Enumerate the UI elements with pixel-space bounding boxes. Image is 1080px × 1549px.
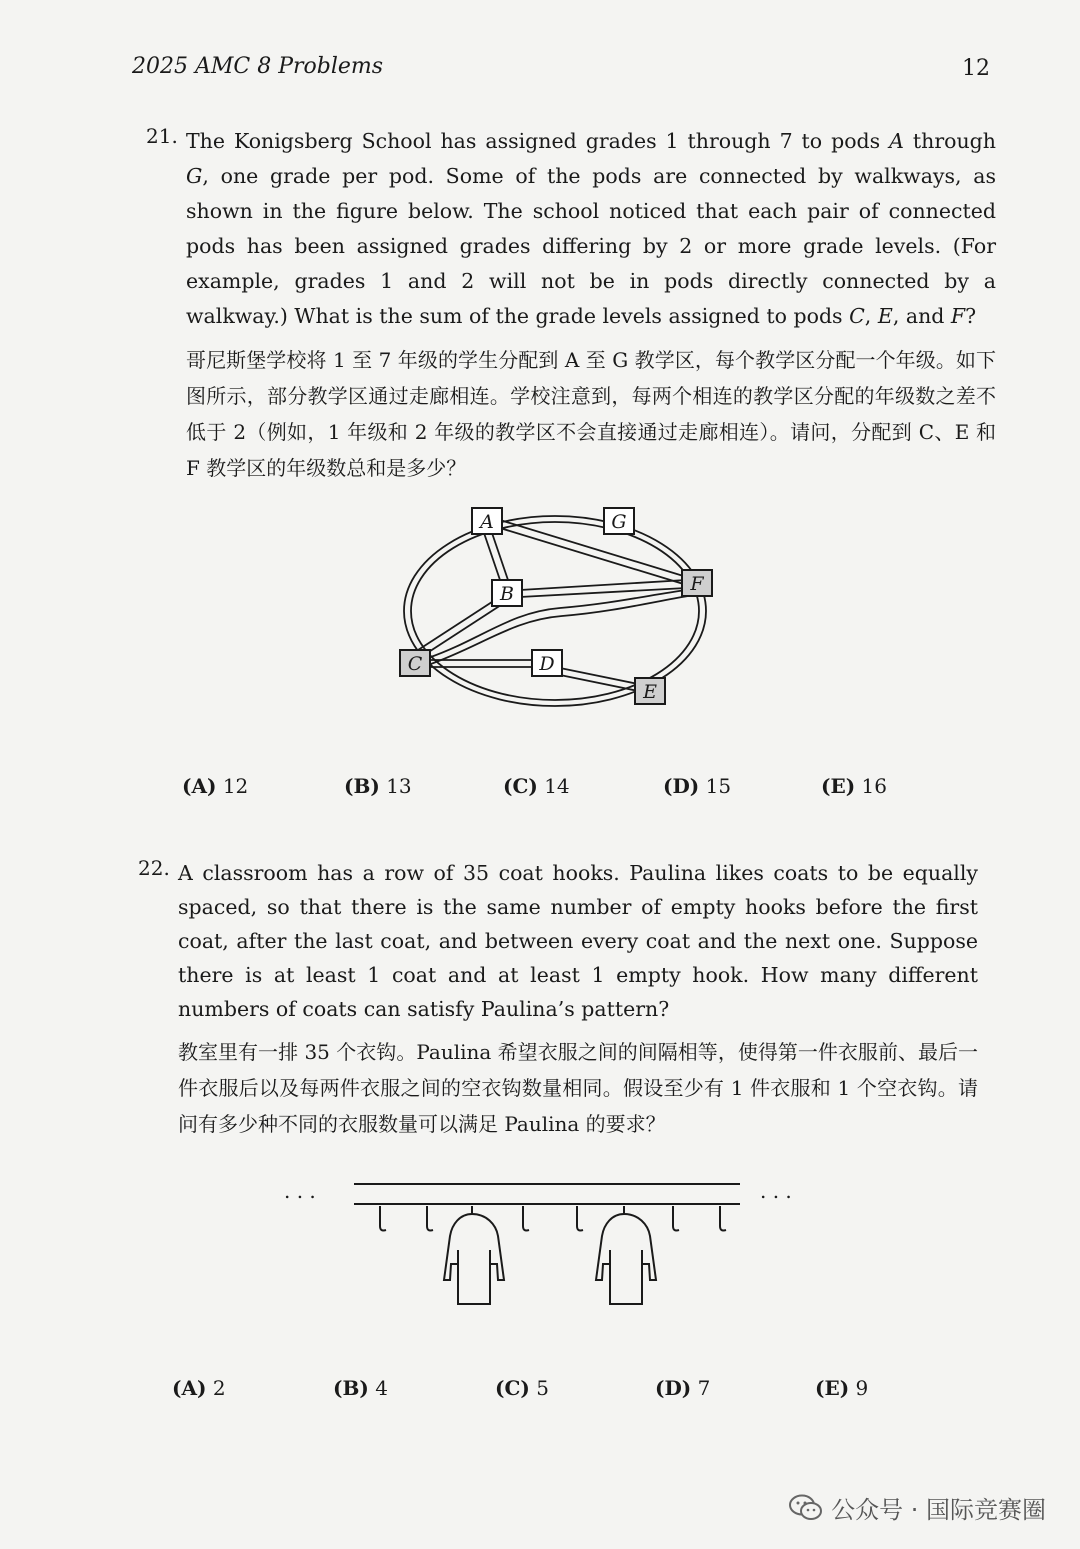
pod-graph-figure (390, 500, 730, 720)
watermark-text: 公众号 · 国际竞赛圈 (831, 1496, 1046, 1524)
choice-a[interactable]: (A) 12 (182, 774, 249, 798)
choice-c[interactable]: (C) 14 (503, 774, 570, 798)
problem-text: The Konigsberg School has assigned grades 1 through 7 to pods A through G, one grade per pod. Some of the pods are connected by walkways, as shown in the figure below. The school noticed that each pair of connected pods has been assigned grades differing by 2 or more grade levels. (For example, grades 1 and 2 will not be in pods directly connected by a walkway.) What is the sum of the grade levels assigned to pods C, E, and F? (186, 129, 996, 328)
hook (577, 1206, 583, 1231)
watermark (789, 1490, 1046, 1525)
ellipsis-right: . . . (760, 1179, 792, 1203)
problem-text-chinese: 哥尼斯堡学校将 1 至 7 年级的学生分配到 A 至 G 教学区，每个教学区分配一个年级。如下图所示，部分教学区通过走廊相连。学校注意到，每两个相连的教学区分配的年级数之差不低于 2（例如，1 年级和 2 年级的教学区不会直接通过走廊相连）。请问，分配到 C、E 和 F 教学区的年级数总和是多少？ (186, 348, 996, 480)
problem-22 (138, 856, 978, 1142)
pod-label-G: G (611, 511, 627, 533)
choice-e[interactable]: (E) 16 (821, 774, 887, 798)
coat-hooks-figure (270, 1170, 820, 1315)
problem-21 (146, 124, 996, 486)
pod-label-F: F (690, 573, 704, 595)
problem-text: A classroom has a row of 35 coat hooks. Paulina likes coats to be equally spaced, so that there is the same number of empty hooks before the first coat, after the last coat, and between every coat and the next one. Suppose there is at least 1 coat and at least 1 empty hook. How many different numbers of coats can satisfy Paulina’s pattern? (178, 861, 978, 1021)
choice-a[interactable]: (A) 2 (172, 1376, 226, 1400)
problem-text-chinese: 教室里有一排 35 个衣钩。Paulina 希望衣服之间的间隔相等，使得第一件衣服前、最后一件衣服后以及每两件衣服之间的空衣钩数量相同。假设至少有 1 件衣服和 1 个空衣钩。请问有多少种不同的衣服数量可以满足 Paulina 的要求？ (178, 1040, 978, 1136)
problem-number: 21. (146, 124, 178, 148)
pod-label-B: B (500, 583, 514, 605)
pod-label-C: C (407, 653, 423, 675)
problem-number: 22. (138, 856, 170, 880)
pod-label-E: E (643, 681, 657, 703)
hook (380, 1206, 386, 1231)
choice-e[interactable]: (E) 9 (815, 1376, 869, 1400)
choice-c[interactable]: (C) 5 (495, 1376, 549, 1400)
choice-b[interactable]: (B) 13 (344, 774, 412, 798)
coat (444, 1206, 504, 1304)
page-header-title: 2025 AMC 8 Problems (132, 54, 384, 79)
hook (427, 1206, 433, 1231)
choice-d[interactable]: (D) 7 (655, 1376, 711, 1400)
hook (720, 1206, 726, 1231)
hook (673, 1206, 679, 1231)
ellipsis-left: . . . (284, 1179, 316, 1203)
coat (596, 1206, 656, 1304)
choice-b[interactable]: (B) 4 (333, 1376, 388, 1400)
page-number: 12 (962, 56, 990, 81)
choice-d[interactable]: (D) 15 (663, 774, 732, 798)
pod-label-D: D (539, 653, 555, 675)
hook (523, 1206, 529, 1231)
wechat-icon (789, 1494, 823, 1522)
pod-label-A: A (480, 511, 494, 533)
